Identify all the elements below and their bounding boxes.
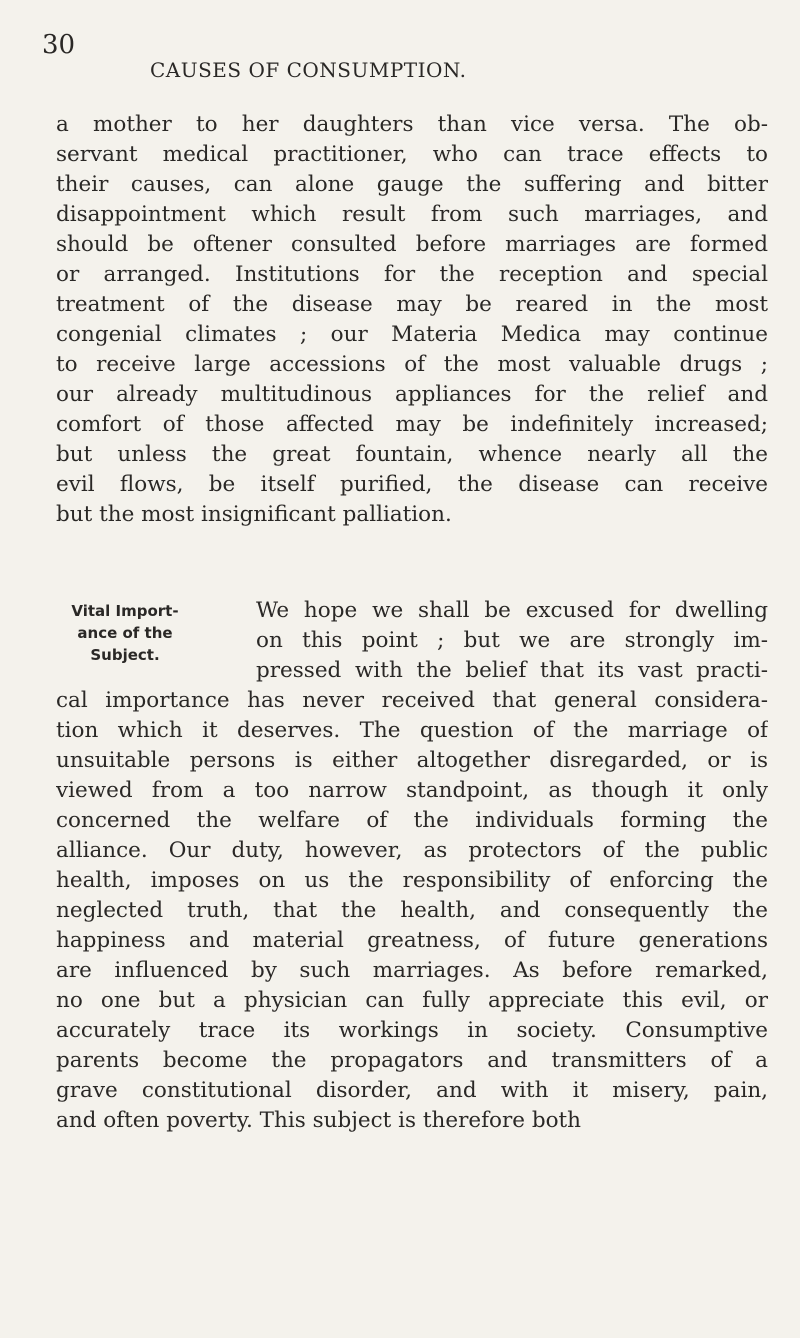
text-line: pressed with the belief that its vast practi- [256,658,768,683]
side-note-line: ance of the [77,624,173,642]
text-line: or arranged. Institutions for the reception and special [56,262,768,287]
text-line: alliance. Our duty, however, as protectors of the public [56,838,768,863]
text-line: happiness and material greatness, of future generations [56,928,768,953]
text-line: viewed from a too narrow standpoint, as though it only [56,778,768,803]
text-line: no one but a physician can fully appreciate this evil, or [56,988,768,1013]
paragraph-2 [56,686,768,1136]
text-line: We hope we shall be excused for dwelling [256,598,768,623]
text-line: treatment of the disease may be reared in the most [56,292,768,317]
text-line: evil flows, be itself purified, the disease can receive [56,472,768,497]
text-line: but unless the great fountain, whence nearly all the [56,442,768,467]
text-line: tion which it deserves. The question of the marriage of [56,718,768,743]
text-line: concerned the welfare of the individuals forming the [56,808,768,833]
side-note-line: Vital Import- [71,602,179,620]
text-line: are influenced by such marriages. As before remarked, [56,958,768,983]
text-line: cal importance has never received that general considera- [56,688,768,713]
running-head: CAUSES OF CONSUMPTION. [150,58,467,82]
text-line: parents become the propagators and transmitters of a [56,1048,768,1073]
text-line: comfort of those affected may be indefinitely increased; [56,412,768,437]
paragraph-1 [56,110,768,530]
text-line: unsuitable persons is either altogether disregarded, or is [56,748,768,773]
text-line: their causes, can alone gauge the suffering and bitter [56,172,768,197]
text-line: to receive large accessions of the most valuable drugs ; [56,352,768,377]
text-line: our already multitudinous appliances for the relief and [56,382,768,407]
text-line: neglected truth, that the health, and consequently the [56,898,768,923]
text-line: accurately trace its workings in society. Consumptive [56,1018,768,1043]
text-line: and often poverty. This subject is therefore both [56,1108,582,1133]
side-note-line: Subject. [90,646,160,664]
text-line: but the most insignificant palliation. [56,502,452,527]
text-line: congenial climates ; our Materia Medica may continue [56,322,768,347]
text-line: on this point ; but we are strongly im- [256,628,768,653]
text-line: a mother to her daughters than vice versa. The ob- [56,112,768,137]
side-note [40,600,210,666]
text-line: disappointment which result from such marriages, and [56,202,768,227]
text-line: should be oftener consulted before marriages are formed [56,232,768,257]
paragraph-2-indented [256,596,768,686]
text-line: servant medical practitioner, who can trace effects to [56,142,768,167]
text-line: health, imposes on us the responsibility of enforcing the [56,868,768,893]
text-line: grave constitutional disorder, and with it misery, pain, [56,1078,768,1103]
page-number: 30 [42,30,76,60]
